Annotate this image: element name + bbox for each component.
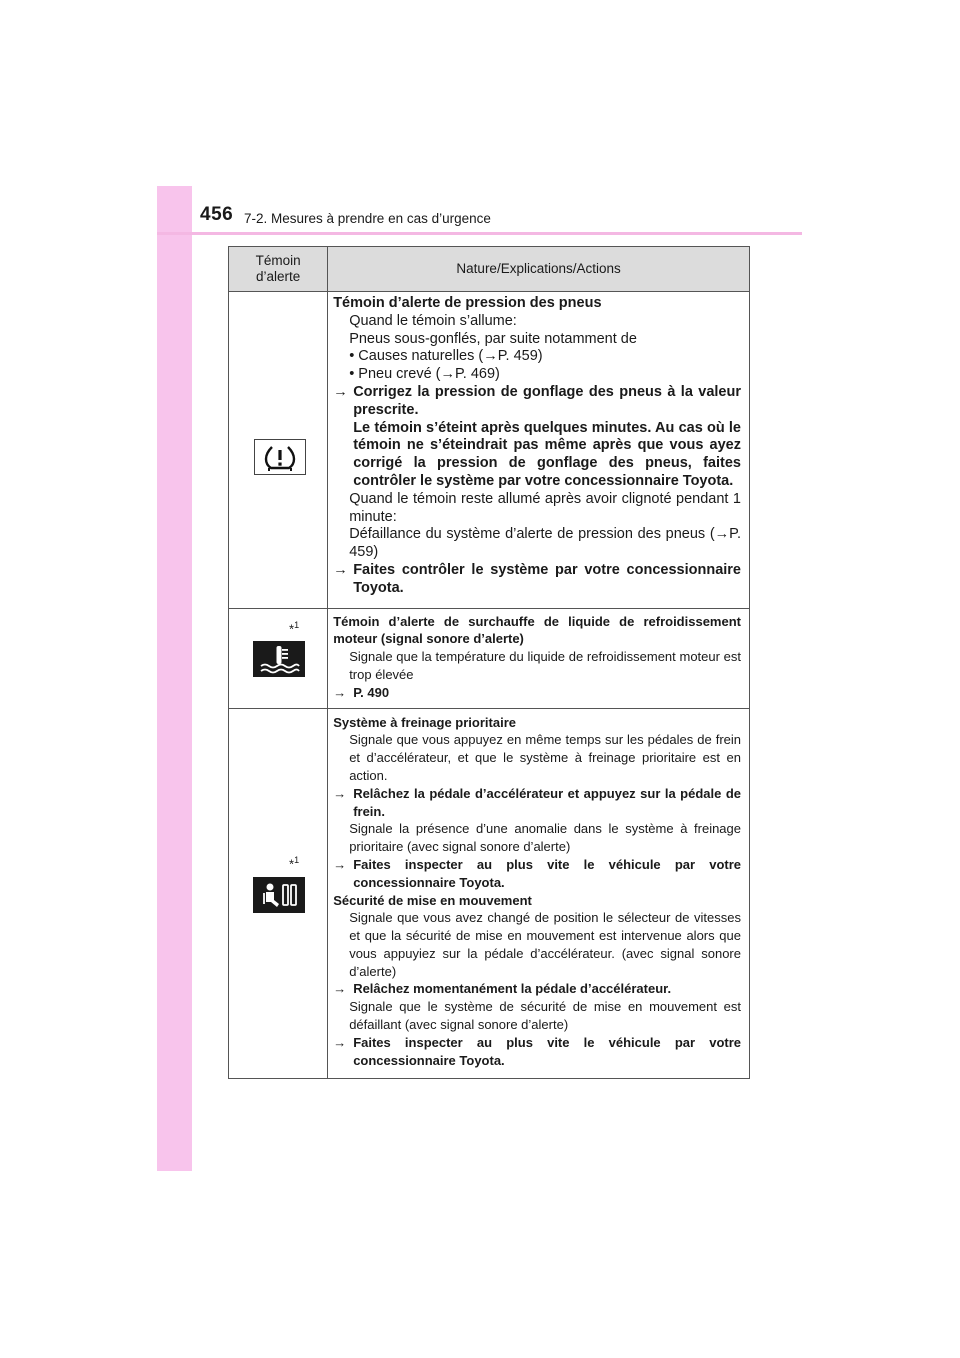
text-line: Pneus sous-gonflés, par suite notamment de bbox=[349, 330, 637, 347]
description-cell bbox=[328, 292, 750, 609]
action-line: → Relâchez la pédale d’accélérateur et appuyez sur la pédale de frein. bbox=[333, 785, 741, 819]
action-line: → Relâchez momentanément la pédale d’accélérateur. bbox=[333, 981, 672, 997]
text-line: Défaillance du système d’alerte de pression des pneus (→P. 459) bbox=[349, 526, 741, 561]
col-header-warning-light: Témoin d’alerte bbox=[229, 247, 328, 292]
table-row bbox=[229, 608, 750, 708]
table-header-row bbox=[229, 247, 750, 292]
chapter-side-strip bbox=[157, 186, 192, 1171]
entry-title: Sécurité de mise en mouvement bbox=[333, 892, 532, 908]
action-line: → P. 490 bbox=[333, 684, 390, 700]
text-line: Signale que le système de sécurité de mise en mouvement est défaillant (avec signal sonore d’alerte) bbox=[349, 999, 741, 1033]
footnote-marker: *$^1$ bbox=[289, 619, 300, 636]
icon-cell bbox=[229, 708, 328, 1079]
bullet-item: • Pneu crevé (→P. 469) bbox=[349, 366, 500, 383]
entry-title: Témoin d’alerte de pression des pneus bbox=[333, 295, 602, 311]
col-header-nature: Nature/Explications/Actions bbox=[328, 247, 750, 292]
action-line: → Faites inspecter au plus vite le véhicule par votre concessionnaire Toyota. bbox=[333, 856, 741, 890]
bullet-item: • Causes naturelles (→P. 459) bbox=[349, 348, 543, 365]
text-line: Quand le témoin reste allumé après avoir clignoté pendant 1 minute: bbox=[349, 490, 741, 525]
arrow-icon: → bbox=[333, 856, 347, 872]
entry-title: Système à freinage prioritaire bbox=[333, 714, 516, 730]
page-number: 456 bbox=[200, 204, 234, 225]
text-line: Quand le témoin s’allume: bbox=[349, 312, 517, 329]
entry-title: Témoin d’alerte de surchauffe de liquide de refroidissement moteur (signal sonore d’alerte) bbox=[333, 613, 741, 647]
text-line: Signale que vous appuyez en même temps sur les pédales de frein et d’accélérateur, et que le système à freinage prioritaire est en action. bbox=[349, 732, 741, 783]
arrow-icon: → bbox=[333, 383, 348, 400]
text-line: Signale la présence d’une anomalie dans le système à freinage prioritaire (avec signal sonore d’alerte) bbox=[349, 821, 741, 855]
action-line: Le témoin s’éteint après quelques minutes. Au cas où le témoin ne s’éteindrait pas même après que vous ayez corrigé la pression de gonflage des pneus, faites contrôler le système par votre concessionnaire Toyota. bbox=[353, 419, 741, 489]
arrow-icon: → bbox=[333, 785, 347, 801]
arrow-icon: → bbox=[333, 1034, 347, 1050]
section-title: 7-2. Mesures à prendre en cas d’urgence bbox=[244, 211, 491, 226]
icon-cell bbox=[229, 292, 328, 609]
arrow-icon: → bbox=[333, 561, 348, 578]
text-line: Signale que la température du liquide de refroidissement moteur est trop élevée bbox=[349, 649, 741, 682]
table-row bbox=[229, 292, 750, 609]
description-cell bbox=[328, 708, 750, 1079]
table-row bbox=[229, 708, 750, 1079]
description-cell bbox=[328, 608, 750, 708]
action-line: → Faites inspecter au plus vite le véhicule par votre concessionnaire Toyota. bbox=[333, 1034, 741, 1068]
arrow-icon: → bbox=[333, 981, 347, 997]
footnote-marker: *$^1$ bbox=[289, 854, 300, 871]
arrow-icon: → bbox=[333, 684, 347, 700]
action-line: → Faites contrôler le système par votre concessionnaire Toyota. bbox=[333, 561, 741, 596]
icon-cell bbox=[229, 608, 328, 708]
action-line: → Corrigez la pression de gonflage des pneus à la valeur prescrite. bbox=[333, 383, 741, 418]
text-line: Signale que vous avez changé de position le sélecteur de vitesses et que la sécurité de mise en mouvement est intervenue alors que vous appuyiez sur la pédale d’accélérateur. (avec signal sonore d’alerte) bbox=[349, 910, 741, 979]
brake-override-warning-icon bbox=[253, 877, 305, 913]
header-rule bbox=[157, 232, 802, 235]
tire-pressure-warning-icon bbox=[254, 439, 306, 475]
warning-lights-table bbox=[228, 246, 750, 1079]
coolant-temperature-warning-icon bbox=[253, 641, 305, 677]
